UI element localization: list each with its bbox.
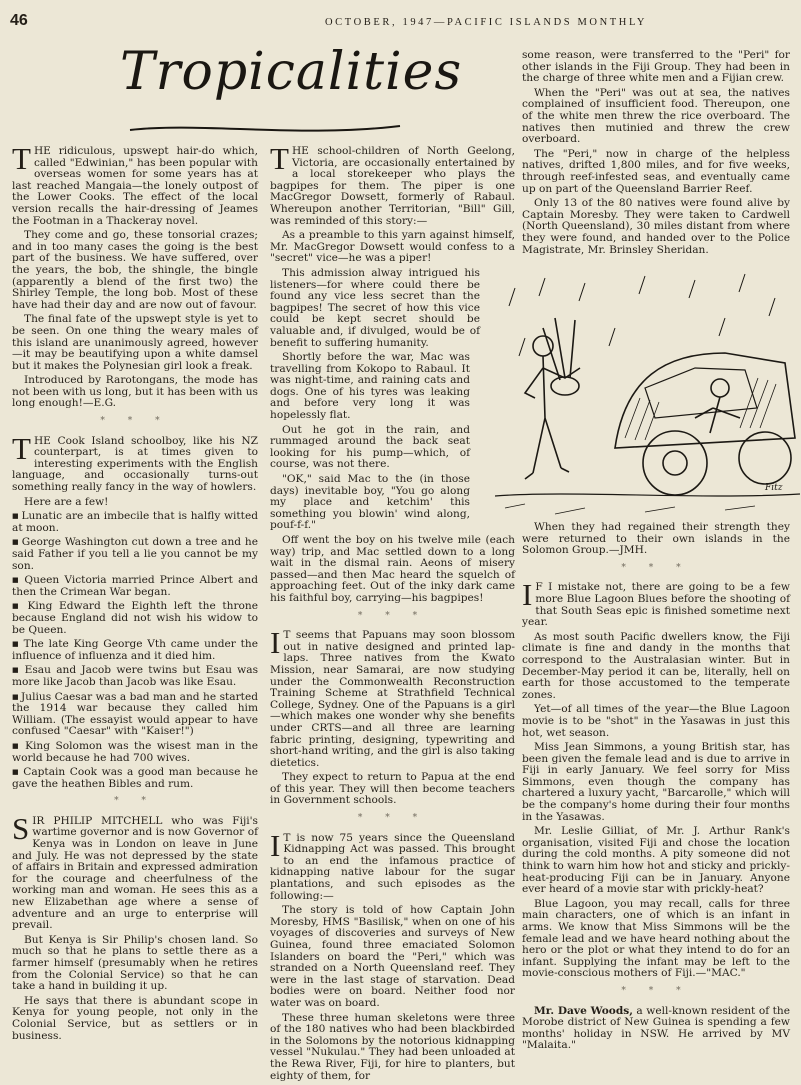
section-separator: * * *: [357, 813, 428, 824]
article-hairdo-p2: They come and go, these tonsorial crazes; and in too many cases the going is the best part of the business. We have suffered, over the years, the bob, the shingle, the bingle (apparently a blend of the first two) the Shirley Temple, the long bob. Most of these have had their day and are now out of favour.: [12, 229, 258, 311]
article-bluelagoon-p5: Mr. Leslie Gilliat, of Mr. J. Arthur Rank's organisation, visited Fiji and chose the location during the cold months. A pity someone did not think to warn him how hot and sticky and prickly-heat-producing Fiji can be in January. Anyone ever heard of a movie star with prickly-heat?: [522, 825, 790, 896]
howler-item: ■ Captain Cook was a good man because he gave the heathen Bibles and rum.: [12, 767, 258, 790]
howler-item: ■ Queen Victoria married Prince Albert and then the Crimean War began.: [12, 575, 258, 598]
page-title: Tropicalities: [120, 42, 463, 102]
article-kidnapping-p1: I T is now 75 years since the Queensland Kidnapping Act was passed. This brought to an end the infamous practice of kidnapping native labour for the sugar plantations, and such episodes as the following:—: [270, 827, 515, 902]
article-bagpipes-p7: Off went the boy on his twelve mile (each way) trip, and Mac settled down to a long wait in the dismal rain. Aeons of misery passed—and then Mac heard the squelch of approaching feet. Out of the inky dark came his faithful boy, carrying—his bagpipes!: [270, 534, 515, 604]
article-bagpipes-p4: Shortly before the war, Mac was travelling from Kokopo to Rabaul. It was night-time, and raining cats and dogs. One of his tyres was leaking and before very long it was hopelessly flat.: [270, 351, 470, 422]
howler-item: ■ George Washington cut down a tree and he said Father if you tell a lie you cannot be my son.: [12, 537, 258, 572]
page-number: 46: [10, 12, 28, 29]
article-papuans-p2: They expect to return to Papua at the end of this year. They will then become teachers in Government schools.: [270, 771, 515, 807]
page-header: [0, 0, 801, 40]
drop-cap: S: [12, 810, 30, 846]
article-bluelagoon-p3: Yet—of all times of the year—the Blue Lagoon movie is to be "shot" in the Yasawas in just this hot, wet season.: [522, 703, 790, 739]
howler-item: ■ Lunatic are an imbecile that is halfly witted at moon.: [12, 511, 258, 534]
section-separator: * * *: [621, 562, 691, 573]
howler-item: ■ The late King George Vth came under the influence of influenza and it died him.: [12, 639, 258, 662]
drop-cap: I: [522, 577, 533, 613]
article-bagpipes-p1: THE school-children of North Geelong, Victoria, are occasionally entertained by a local storekeeper who plays the bagpipes for them. The piper is one MacGregor Dowsett, formerly of Rabaul. Whereupon another Territorian, "Bill" Gill, was reminded of this story:—: [270, 141, 515, 227]
article-bluelagoon-p2: As most south Pacific dwellers know, the Fiji climate is fine and dandy in the months that correspond to the Australasian winter. But in December-May period it can be, literally, hell on earth for those accustomed to the temperate zones.: [522, 630, 790, 701]
article-bagpipes-p5: Out he got in the rain, and rummaged around the back seat looking for his pump—which, of course, was not there.: [270, 423, 470, 471]
drop-cap: T: [270, 141, 289, 176]
article-papuans-p1: I T seems that Papuans may soon blossom out in native designed and printed lap-laps. Three natives from the Kwato Mission, near Samarai, are now studying under the Commonwealth Reconstruction Training Scheme at Strathfield Technical College, Sydney. One of the Papuans is a girl—which makes one wonder why she benefits under CRTS—and all three are learning fabric printing, designing, typewriting and short-hand writing, and the girl is also taking dietetics.: [270, 625, 515, 769]
howler-item: ■ Julius Caesar was a bad man and he started the 1914 war because they called him William. (The essayist would appear to have confused "Caesar" with "Kaiser!"): [12, 692, 258, 738]
article-mitchell-p2: But Kenya is Sir Philip's chosen land. So much so that he plans to settle there as a farmer himself (presumably when he retires from the Colonial Service) so that he can take a hand in building it up.: [12, 933, 258, 993]
section-separator: * * *: [100, 416, 170, 427]
title-flourish: [120, 112, 410, 142]
column-3-bottom: [522, 522, 790, 1055]
running-head: OCTOBER, 1947—PACIFIC ISLANDS MONTHLY: [325, 17, 648, 28]
bagpiper-cartoon-illustration: [495, 268, 800, 528]
column-2: [270, 141, 515, 1085]
drop-cap: I: [270, 625, 281, 661]
title-block: [120, 42, 463, 147]
article-kidnapping-p2: The story is told of how Captain John Moresby, HMS "Basilisk," when on one of his voyages of discoveries and surveys of New Guinea, found three emaciated Solomon Islanders on board the "Peri," which was stranded on a North Queensland reef. They were in the last stage of starvation. Dead bodies were on board. Neither food nor water was on board.: [270, 904, 515, 1009]
person-name: Mr. Dave Woods,: [534, 1004, 633, 1017]
section-separator: * *: [114, 796, 156, 807]
column-1: [12, 141, 259, 1045]
article-bluelagoon-p1: I F I mistake not, there are going to be a few more Blue Lagoon Blues before the shooting of that South Seas epic is finished sometime next year.: [522, 577, 790, 629]
howler-item: ■ King Solomon was the wisest man in the world because he had 700 wives.: [12, 741, 258, 764]
article-bluelagoon-p6: Blue Lagoon, you may recall, calls for three main characters, one of which is an infant in arms. We know that Miss Simmons will be the female lead and we have heard nothing about the hero or the plot or what they intend to do for an infant. Supplying the infant may be left to the movie-conscious mothers of Fiji.—"MAC.": [522, 897, 790, 980]
article-peri-p1: some reason, were transferred to the "Peri" for other islands in the Fiji Group. They had been in the charge of three white men and a Fijian crew.: [522, 49, 790, 85]
article-bluelagoon-p4: Miss Jean Simmons, a young British star, has been given the female lead and is due to arrive in Fiji in early January. We feel sorry for Miss Simmons, even though the company has chartered a luxury yacht, "Barcarolle," which will be the company's home during their four months in the Yasawas.: [522, 741, 790, 823]
illustration-signature: Fitz: [765, 483, 783, 493]
article-woods: Mr. Dave Woods, a well-known resident of the Morobe district of New Guinea is spending a few months' holiday in NSW. He arrived by MV "Malaita.": [522, 1004, 791, 1052]
article-bagpipes-p6: "OK," said Mac to the (in those days) inevitable boy, "You go along my place and ketchim' this something you blowin' wind along, pouf-f-f.": [270, 473, 470, 532]
article-hairdo-p1: THE ridiculous, upswept hair-do which, called "Edwinian," has been popular with overseas women for some years has at last reached Mangaia—the lonely outpost of the Lower Cooks. The effect of the local version recalls the hair-dressing of Jeames the Footman in a Thackeray novel.: [12, 141, 258, 227]
article-peri-p4: Only 13 of the 80 natives were found alive by Captain Moresby. They were taken to Cardwell (North Queensland), 30 miles distant from where they were found, and handed over to the Police Magistrate, Mr. Brinsley Sheridan.: [522, 197, 790, 256]
drop-cap: T: [12, 430, 31, 466]
article-mitchell-p1: SIR PHILIP MITCHELL who was Fiji's wartime governor and is now Governor of Kenya was in London on leave in June and July. He was not depressed by the state of affairs in Britain and expressed admiration for the courage and cheerfulness of the working man and woman. He sees this as a new Elizabethan age where a sense of adventure and an urge to enterprise will prevail.: [12, 810, 258, 932]
section-separator: * * *: [357, 610, 428, 621]
drop-cap: T: [12, 141, 31, 176]
article-kidnapping-p3: These three human skeletons were three of the 180 natives who had been blackbirded in the Solomons by the notorious kidnapping vessel "Nukulau." They had been unloaded at the Rewa River, Fiji, for hire to planters, but eighty of them, for: [270, 1011, 515, 1082]
article-howlers-p1: THE Cook Island schoolboy, like his NZ counterpart, is at times given to interesting experiments with the English language, and occasionally turns-out something really fancy in the way of howlers.: [12, 430, 258, 494]
column-3-top: [522, 50, 790, 259]
article-bagpipes-p2: As a preamble to this yarn against himself, Mr. MacGregor Dowsett would confess to a "secret" vice—he was a piper!: [270, 229, 515, 265]
section-separator: * * *: [621, 985, 691, 996]
article-howlers-p2: Here are a few!: [24, 495, 109, 508]
article-peri-p3: The "Peri," now in charge of the helpless natives, drifted 1,800 miles, and for five weeks, through reef-infested seas, and eventually came up on part of the Queensland Barrier Reef.: [522, 147, 790, 195]
article-mitchell-p3: He says that there is abundant scope in Kenya for young people, not only in the Colonial Service, but as settlers or in business.: [12, 994, 258, 1042]
howler-item: ■ Esau and Jacob were twins but Esau was more like Jacob than Jacob was like Esau.: [12, 665, 258, 688]
howler-item: ■ King Edward the Eighth left the throne because England did not wish his widow to be Queen.: [12, 601, 258, 636]
article-bagpipes-p3: This admission alway intrigued his listeners—for where could there be found any vice less secret than the bagpipes! The secret of how this vice could be kept secret should be valuable and, if divulged, would be of benefit to suffering humanity.: [270, 266, 480, 349]
article-hairdo-p4: Introduced by Rarotongans, the mode has not been with us long, but it has been with us long enough!—E.G.: [12, 374, 258, 410]
article-peri-p2: When the "Peri" was out at sea, the natives complained of insufficient food. Thereupon, one of the white men threw the rice overboard. The natives then mutinied and threw the crew overboard.: [522, 86, 790, 146]
article-hairdo-p3: The final fate of the upswept style is yet to be seen. On one thing the weary males of this island are unanimously agreed, however—it may be beautifying upon a white damsel but it makes the Polynesian girl look a freak.: [12, 313, 258, 372]
article-peri-conclusion: When they had regained their strength they were returned to their own islands in the Solomon Group.—JMH.: [522, 521, 790, 557]
drop-cap: I: [270, 827, 281, 863]
